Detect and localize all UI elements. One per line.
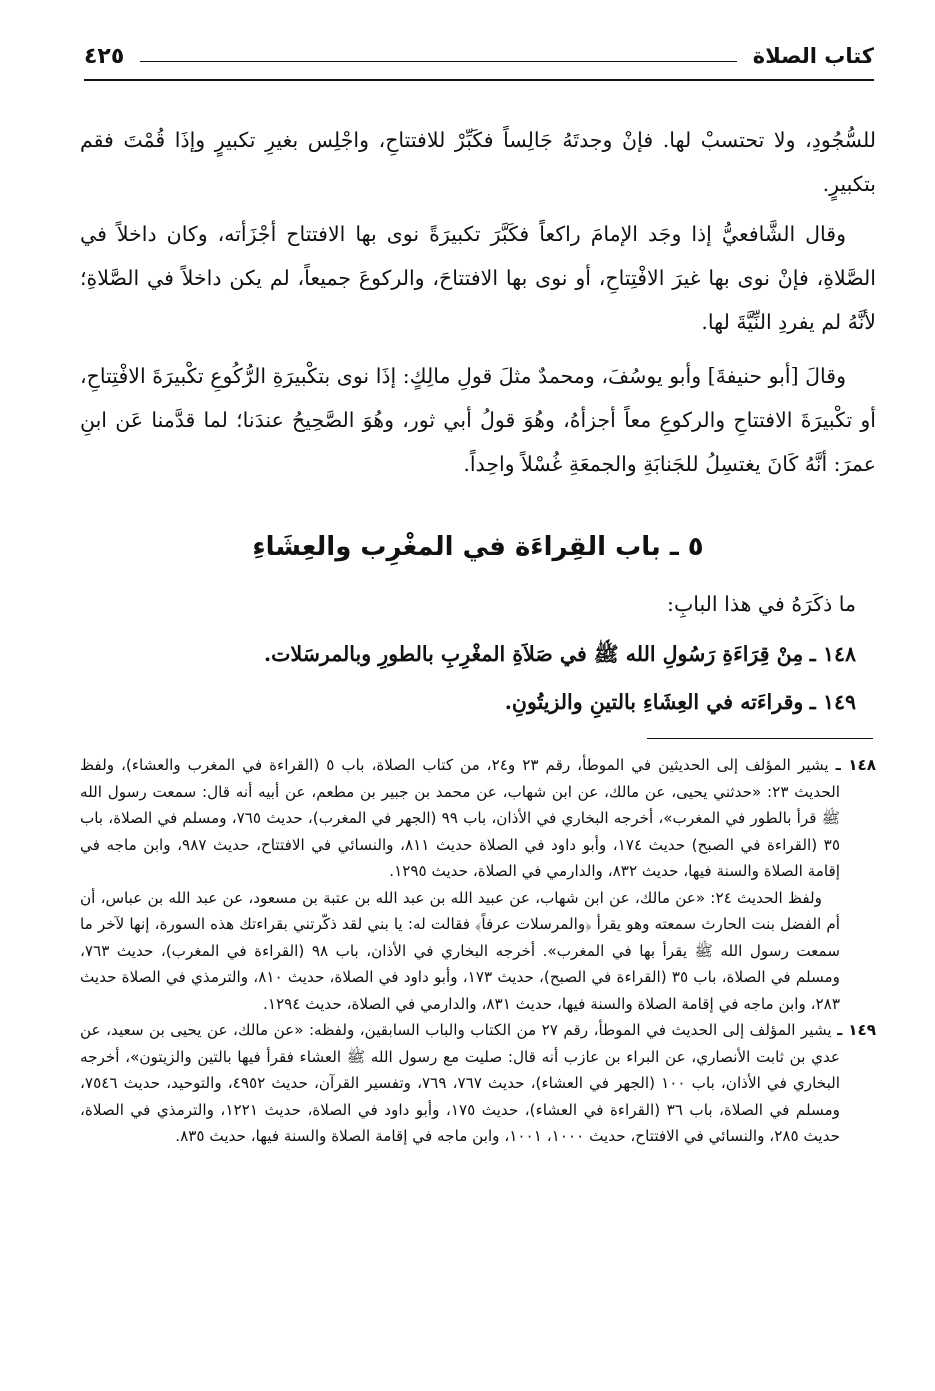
header-line	[140, 61, 737, 62]
body-paragraph: للسُّجُودِ، ولا تحتسبْ لها. فإنْ وجدتَهُ جَالِساً فكَبِّرْ للافتتاحِ، واجْلِس بغيرِ تكبيرٍ وإذَا قُمْتَ فقم بتكبيرٍ.	[80, 128, 876, 196]
chapter-item	[80, 680, 876, 724]
footnote-number: ١٤٩ ـ	[837, 1021, 877, 1039]
chapter-intro: ما ذكَرَهُ في هذا البابِ:	[667, 592, 856, 616]
body-text	[80, 118, 876, 496]
body-paragraph: وقال الشَّافعيُّ إذا وجَد الإمامَ راكعاً فكَبَّرَ تكبيرَةً نوى بها الافتتاح أجْزَأته، وكان داخلاً في الصَّلاةِ، فإنْ نوى بها غيرَ الافْتِتاحِ، أو نوى بها الافتتاحَ، والركوعَ جميعاً، لم يكن داخلاً في الصَّلاةِ؛ لأنَّهُ لم يفردِ النِّيَّةَ لها.	[80, 222, 876, 334]
footnote-text: ولفظ الحديث ٢٤: «عن مالك، عن ابن شهاب، عن عبيد الله بن عبد الله بن عتبة بن مسعود، عن عبد الله بن عباس، أن أم الفضل بنت الحارث سمعته وهو يقرأ ﴿والمرسلات عرفاً﴾ فقالت له: يا بني لقد ذكّرتني بقراءتك هذه السورة، إنها لآخر ما سمعت رسول الله ﷺ يقرأ بها في المغرب». أخرجه البخاري في الأذان، باب ٩٨ (القراءة في المغرب)، حديث ٧٦٣، ومسلم في الصلاة، باب ٣٥ (القراءة في الصبح)، حديث ١٧٣، وأبو داود في الصلاة، حديث ٨١٠، والترمذي في الصلاة حديث ٢٨٣، وابن ماجه في إقامة الصلاة والسنة فيها، حديث ٨٣١، والدارمي في الصلاة، حديث ١٢٩٤.	[80, 888, 841, 1013]
footnotes	[80, 752, 876, 1150]
item-text: مِنْ قِرَاءَةِ رَسُولِ الله ﷺ في صَلاَةِ المغْرِبِ بالطورِ وبالمرسَلات.	[264, 642, 804, 666]
item-number: ١٤٨ ـ	[809, 642, 856, 666]
footnote	[80, 885, 876, 1018]
footnote	[80, 752, 876, 885]
body-paragraph: وقالَ [أبو حنيفةَ] وأبو يوسُفَ، ومحمدٌ مثلَ قولِ مالِكٍ: إذَا نوى بتكْبيرَةِ الرُّكُوعِ تكْبيرَةَ الافْتِتاحِ، أو تكْبيرَةَ الافتتاحِ والركوعِ معاً أجزأهُ، وهُوَ قولُ أبي ثور، وهُوَ الصَّحِيحُ عندَنا؛ لما قدَّمنا عَن ابنِ عمرَ: أنَّهُ كَانَ يغتسِلُ للجَنابَةِ والجمعَةِ غُسْلاً واحِداً.	[80, 364, 876, 476]
chapter-index	[80, 582, 876, 728]
item-text: وقراءَته في العِشَاءِ بالتينِ والزيتُونِ.	[504, 690, 804, 714]
item-number: ١٤٩ ـ	[809, 690, 856, 714]
chapter-heading: ٥ ـ باب القِراءَة في المغْرِب والعِشَاءِ	[252, 532, 704, 562]
book-title: كتاب الصلاة	[752, 44, 874, 68]
footnote-separator	[647, 738, 873, 739]
footnote-text: يشير المؤلف إلى الحديثين في الموطأ، رقم ٢٣ و٢٤، من كتاب الصلاة، باب ٥ (القراءة في المغرب والعشاء)، ولفظ الحديث ٢٣: «حدثني يحيى، عن مالك، عن ابن شهاب، عن محمد بن جبير بن مطعم، عن أبيه أنه قال: سمعت رسول الله ﷺ قرأ بالطور في المغرب»، أخرجه البخاري في الأذان، باب ٩٩ (الجهر في المغرب)، حديث ٧٦٥، ومسلم في الصلاة، باب ٣٥ (القراءة في الصبح) حديث ١٧٤، وأبو داود في الصلاة حديث ٨١١، والنسائي في الافتتاح، حديث ٩٨٧، وابن ماجه في إقامة الصلاة والسنة فيها، حديث ٨٣٢، والدارمي في الصلاة، حديث ١٢٩٥.	[80, 756, 840, 880]
footnote	[80, 1017, 876, 1150]
running-header	[84, 36, 874, 76]
footnote-number: ١٤٨ ـ	[835, 756, 876, 774]
chapter-item	[80, 632, 876, 676]
page-number: ٤٢٥	[84, 43, 125, 69]
header-rule	[84, 79, 874, 81]
footnote-text: يشير المؤلف إلى الحديث في الموطأ، رقم ٢٧ من الكتاب والباب السابقين، ولفظه: «عن مالك، عن يحيى بن سعيد، عن عدي بن ثابت الأنصاري، عن البراء بن عازب أنه قال: صليت مع رسول الله ﷺ العشاء فقرأ فيها بالتين والزيتون»، أخرجه البخاري في الأذان، باب ١٠٠ (الجهر في العشاء)، حديث ٧٦٧، ٧٦٩، وتفسير القرآن، حديث ٤٩٥٢، والتوحيد، حديث ٧٥٤٦، ومسلم في الصلاة، باب ٣٦ (القراءة في العشاء)، حديث ١٧٥، وأبو داود في الصلاة، حديث ١٢٢١، والترمذي في الصلاة، حديث ٢٨٥، والنسائي في الافتتاح، حديث ١٠٠٠، ١٠٠١، وابن ماجه في إقامة الصلاة والسنة فيها، حديث ٨٣٥.	[80, 1021, 840, 1145]
